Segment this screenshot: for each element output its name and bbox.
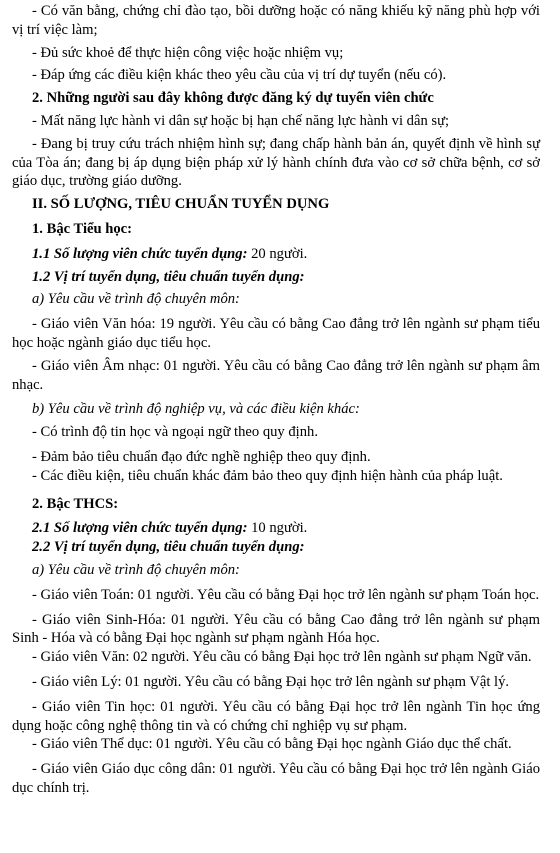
paragraph: - Giáo viên Lý: 01 người. Yêu cầu có bằng Đại học trở lên ngành sư phạm Vật lý. bbox=[32, 673, 510, 690]
paragraph: - Giáo viên Tin học: 01 người. Yêu cầu có bằng Đại học trở lên ngành Tin học ứng dụng hoặc công nghệ thông tin và có chứng chỉ nghiệp vụ sư phạm. bbox=[12, 698, 540, 734]
paragraph: 2.2 Vị trí tuyển dụng, tiêu chuẩn tuyển dụng: bbox=[32, 539, 305, 556]
paragraph: - Giáo viên Giáo dục công dân: 01 người. Yêu cầu có bằng Đại học trở lên ngành Giáo dục chính trị. bbox=[12, 761, 540, 796]
paragraph: - Giáo viên Văn: 02 người. Yêu cầu có bằng Đại học trở lên ngành sư phạm Ngữ văn. bbox=[32, 649, 532, 666]
paragraph: b) Yêu cầu về trình độ nghiệp vụ, và các điều kiện khác: bbox=[32, 401, 360, 418]
paragraph: - Có văn bằng, chứng chỉ đào tạo, bồi dưỡng hoặc có năng khiếu kỹ năng phù hợp với vị trí việc làm; bbox=[12, 3, 540, 38]
paragraph-rest: 20 người. bbox=[247, 245, 308, 262]
paragraph: a) Yêu cầu về trình độ chuyên môn: bbox=[32, 561, 240, 578]
paragraph: - Đảm bảo tiêu chuẩn đạo đức nghề nghiệp theo quy định. bbox=[32, 448, 371, 465]
paragraph: - Đủ sức khoẻ để thực hiện công việc hoặc nhiệm vụ; bbox=[32, 44, 344, 61]
paragraph: 1. Bậc Tiểu học: bbox=[32, 220, 133, 237]
paragraph-rest: 10 người. bbox=[247, 520, 308, 537]
paragraph: 2. Những người sau đây không được đăng ký dự tuyển viên chức bbox=[32, 90, 434, 107]
paragraph: - Các điều kiện, tiêu chuẩn khác đảm bảo theo quy định hiện hành của pháp luật. bbox=[32, 467, 503, 484]
paragraph-lead: 2.1 Số lượng viên chức tuyển dụng: bbox=[32, 520, 248, 537]
paragraph: - Đang bị truy cứu trách nhiệm hình sự; đang chấp hành bản án, quyết định về hình sự của Tòa án; đang bị áp dụng biện pháp xử lý hành chính đưa vào cơ sở chữa bệnh, cơ sở giáo dục, trường giáo dưỡng. bbox=[12, 135, 540, 190]
paragraph: 1.2 Vị trí tuyển dụng, tiêu chuẩn tuyển dụng: bbox=[32, 268, 305, 285]
paragraph: - Đáp ứng các điều kiện khác theo yêu cầu của vị trí dự tuyển (nếu có). bbox=[32, 67, 447, 84]
paragraph: 2. Bậc THCS: bbox=[32, 495, 119, 512]
paragraph bbox=[12, 245, 540, 264]
paragraph: - Có trình độ tin học và ngoại ngữ theo quy định. bbox=[32, 424, 318, 441]
paragraph: II. SỐ LƯỢNG, TIÊU CHUẨN TUYỂN DỤNG bbox=[32, 196, 330, 213]
paragraph: - Giáo viên Văn hóa: 19 người. Yêu cầu có bằng Cao đẳng trở lên ngành sư phạm tiểu học hoặc ngành giáo dục tiểu học. bbox=[12, 316, 540, 351]
paragraph: a) Yêu cầu về trình độ chuyên môn: bbox=[32, 291, 240, 308]
paragraph-lead: 1.1 Số lượng viên chức tuyển dụng: bbox=[32, 245, 248, 262]
paragraph: - Giáo viên Âm nhạc: 01 người. Yêu cầu có bằng Cao đẳng trở lên ngành sư phạm âm nhạc. bbox=[12, 357, 540, 393]
paragraph: - Giáo viên Sinh-Hóa: 01 người. Yêu cầu có bằng Cao đẳng trở lên ngành sư phạm Sinh - Hóa và có bằng Đại học ngành sư phạm ngành Hóa học. bbox=[12, 611, 540, 647]
paragraph: - Mất năng lực hành vi dân sự hoặc bị hạn chế năng lực hành vi dân sự; bbox=[32, 112, 450, 129]
paragraph: - Giáo viên Toán: 01 người. Yêu cầu có bằng Đại học trở lên ngành sư phạm Toán học. bbox=[32, 586, 540, 603]
paragraph bbox=[12, 519, 540, 538]
paragraph: - Giáo viên Thể dục: 01 người. Yêu cầu có bằng Đại học ngành Giáo dục thể chất. bbox=[32, 736, 512, 753]
